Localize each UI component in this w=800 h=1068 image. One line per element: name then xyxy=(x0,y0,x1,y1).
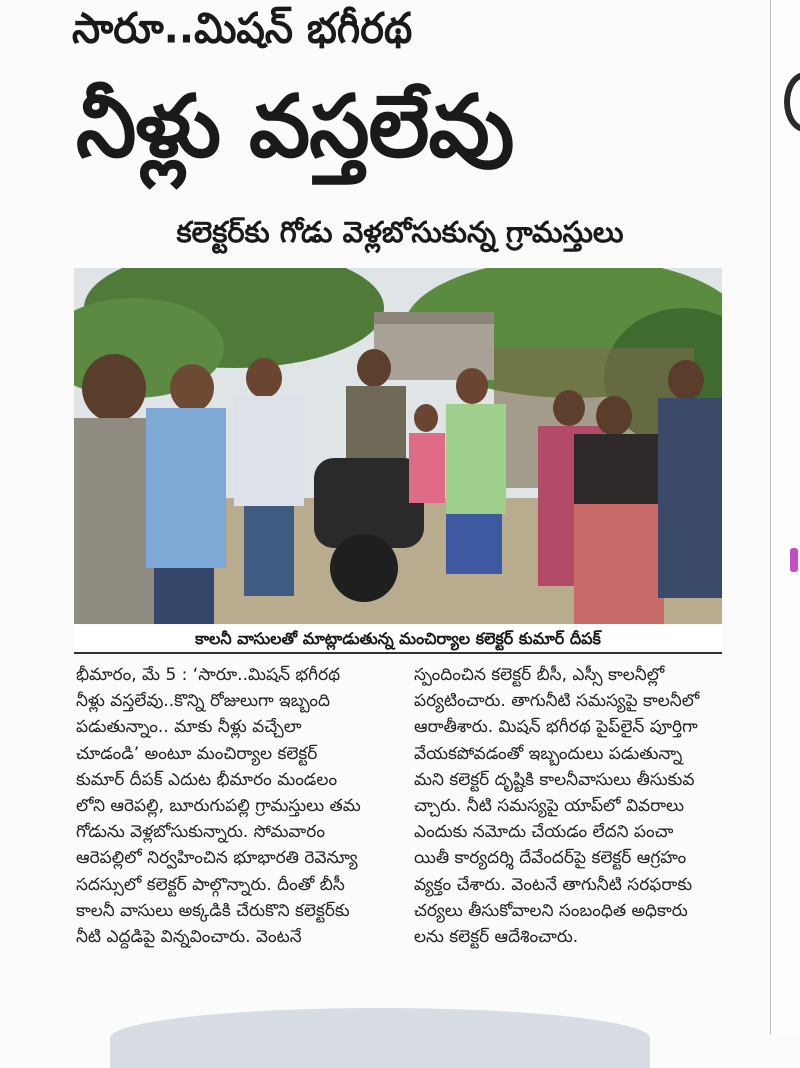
article-kicker: సారూ..మిషన్ భగీరథ xyxy=(72,4,413,53)
news-photo xyxy=(74,268,722,624)
body-line: ఆరాతీశారు. మిషన్ భగీరథ పైప్‌లైన్ పూర్తిగా xyxy=(414,717,698,738)
caption-divider xyxy=(74,652,722,654)
body-line: భీమారం, మే 5 : ‘సారూ..మిషన్ భగీరథ xyxy=(76,665,341,685)
adjacent-page-edge xyxy=(770,0,800,1034)
body-column-right xyxy=(414,662,732,950)
photo-illustration xyxy=(74,268,722,624)
body-line: నీళ్లు వస్తలేవు..కొన్ని రోజులుగా ఇబ్బంది xyxy=(76,691,330,712)
body-line: మని కలెక్టర్ దృష్టికి కాలనీవాసులు తీసుకువ xyxy=(414,769,695,790)
body-line: పడుతున్నాం.. మాకు నీళ్లు వచ్చేలా xyxy=(76,717,302,738)
body-line: స్పందించిన కలెక్టర్ బీసీ, ఎస్సీ కాలనీల్లో xyxy=(414,665,665,685)
body-line: కాలనీ వాసులు అక్కడికి చేరుకొని కలెక్టర్‌కు xyxy=(76,900,350,921)
body-line: వ్యక్తం చేశారు. వెంటనే తాగునీటి సరఫరాకు xyxy=(414,874,693,895)
body-line: సదస్సులో కలెక్టర్ పాల్గొన్నారు. దీంతో బీసీ xyxy=(76,874,345,895)
body-column-left xyxy=(76,662,394,950)
photo-caption: కాలనీ వాసులతో మాట్లాడుతున్న మంచిర్యాల కలెక్టర్ కుమార్ దీపక్ xyxy=(74,626,722,652)
body-line: లను కలెక్టర్ ఆదేశించారు. xyxy=(414,926,579,947)
article-subheadline: కలెక్టర్‌కు గోడు వెళ్లబోసుకున్న గ్రామస్తులు xyxy=(176,215,624,249)
body-line: యితీ కార్యదర్శి దేవేందర్‌పై కలెక్టర్ ఆగ్రహం xyxy=(414,848,687,869)
article-headline: నీళ్లు వస్తలేవు xyxy=(76,77,514,177)
body-line: వేయకపోవడంతో ఇబ్బందులు పడుతున్నా xyxy=(414,743,683,764)
bottom-decorative-band xyxy=(110,1008,650,1068)
body-line: చూడండి’ అంటూ మంచిర్యాల కలెక్టర్ xyxy=(76,743,318,764)
adjacent-page-color-mark xyxy=(790,548,798,572)
body-line: ఎందుకు నమోదు చేయడం లేదని పంచా xyxy=(414,822,674,843)
body-line: లోని ఆరెపల్లి, బూరుగుపల్లి గ్రామస్తులు తమ xyxy=(76,795,361,816)
body-line: గోడును వెళ్లబోసుకున్నారు. సోమవారం xyxy=(76,822,325,843)
body-line: పర్యటించారు. తాగునీటి సమస్యపై కాలనీలో xyxy=(414,691,700,712)
body-line: చర్యలు తీసుకోవాలని సంబంధిత అధికారు xyxy=(414,900,688,921)
body-line: నీటి ఎద్దడిపై విన్నవించారు. వెంటనే xyxy=(76,926,302,947)
body-line: కుమార్ దీపక్ ఎదుట భీమారం మండలం xyxy=(76,769,338,790)
body-line: ఆరెపల్లిలో నిర్వహించిన భూభారతి రెవెన్యూ xyxy=(76,848,358,869)
body-line: చ్చారు. నీటి సమస్యపై యాప్‌లో వివరాలు xyxy=(414,795,684,816)
